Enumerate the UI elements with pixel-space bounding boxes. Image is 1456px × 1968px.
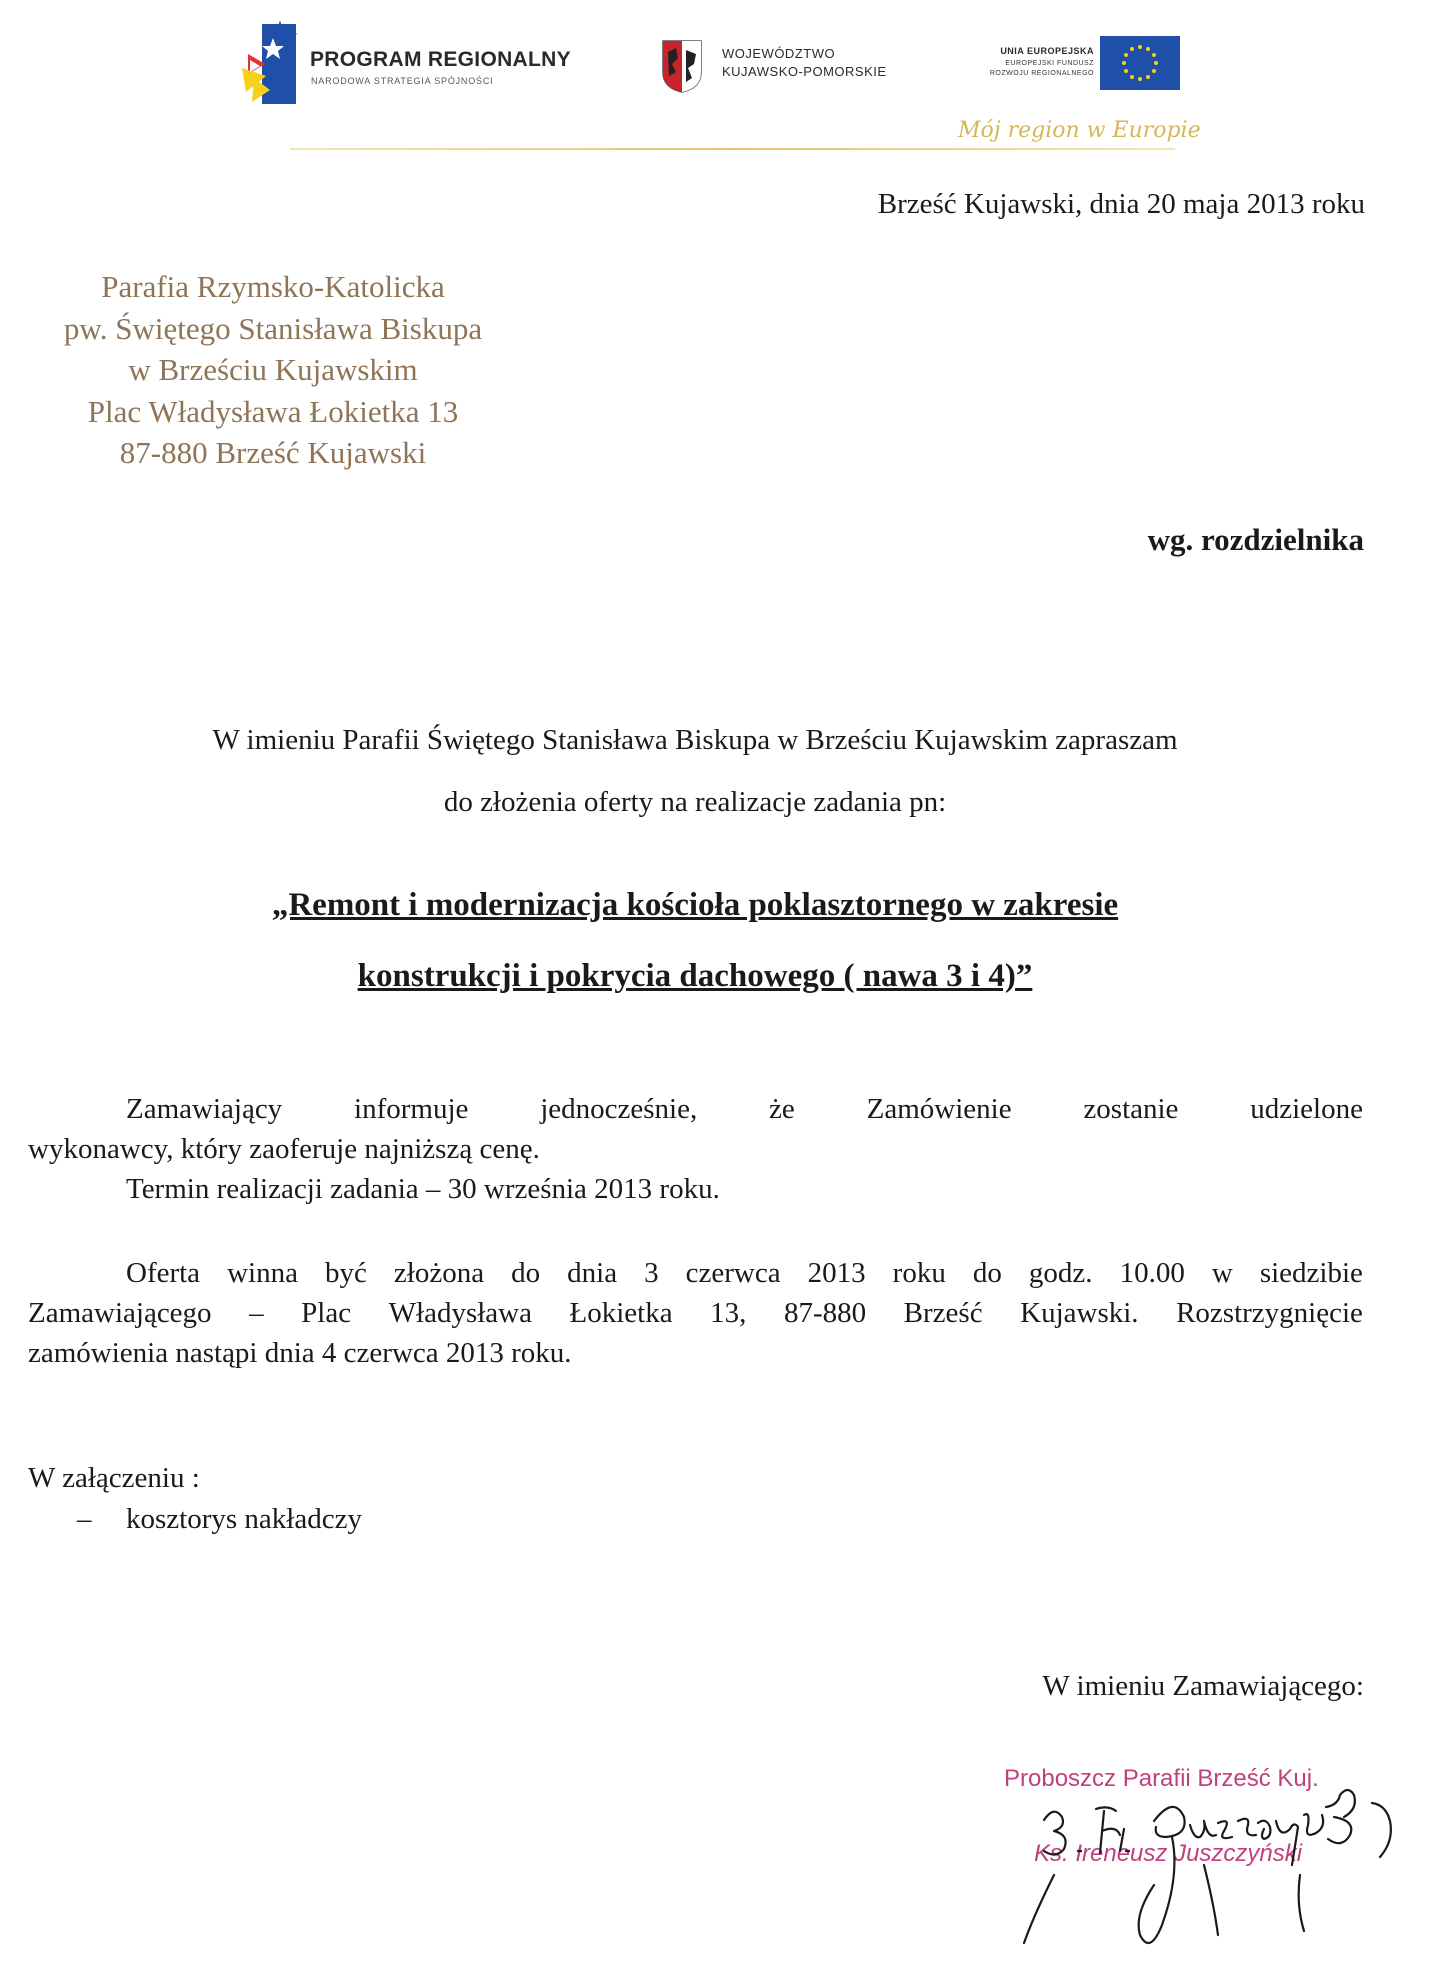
voivodeship-name-line1: WOJEWÓDZTWO [722,46,836,61]
invitation-line-2: do złożenia oferty na realizacje zadania pn: [443,786,947,818]
word: dnia [567,1257,618,1289]
word: Władysława [388,1297,532,1329]
attachment-item [77,1503,362,1536]
voivodeship-logo [660,38,920,98]
word: 13, [710,1297,747,1329]
word: Oferta [126,1257,201,1289]
word: 10.00 [1119,1257,1185,1289]
word: do [972,1257,1002,1289]
attachment-text: kosztorys nakładczy [126,1503,362,1535]
word: Rozstrzygnięcie [1176,1297,1363,1329]
task-title-line-2: konstrukcji i pokrycia dachowego ( nawa 3 i 4)” [357,958,1033,994]
word: 3 [644,1257,659,1289]
word: czerwca [685,1257,781,1289]
word: 87-880 [783,1297,867,1329]
word: do [511,1257,541,1289]
word: Kujawski. [1020,1297,1139,1329]
recipient: wg. rozdzielnika [1147,522,1364,557]
word: Plac [301,1297,352,1329]
word: siedzibie [1259,1257,1363,1289]
word: informuje [354,1093,469,1125]
word: Zamówienie [866,1093,1012,1125]
invitation-line-1: W imieniu Parafii Świętego Stanisława Biskupa w Brześciu Kujawskim zapraszam [212,724,1178,756]
word: złożona [393,1257,485,1289]
sender-address [28,266,518,474]
sender-line: Plac Władysława Łokietka 13 [87,393,459,429]
paragraph-2-line-3: zamówienia nastąpi dnia 4 czerwca 2013 roku. [28,1337,572,1369]
word: że [769,1093,795,1125]
tagline: Mój region w Europie [958,118,1201,143]
handwritten-signature [1004,1765,1424,1965]
attachment-bullet: – [77,1503,92,1535]
paragraph-1-line-2: wykonawcy, który zaoferuje najniższą cenę. [28,1133,540,1165]
eu-title: UNIA EUROPEJSKA [1000,46,1094,56]
word: być [325,1257,367,1289]
signoff-label: W imieniu Zamawiającego: [1042,1670,1364,1702]
word: w [1211,1257,1233,1289]
program-regionalny-logo [240,20,580,110]
eu-fund-line2: ROZWOJU REGIONALNEGO [989,70,1094,77]
program-regionalny-subtitle: NARODOWA STRATEGIA SPÓJNOŚCI [311,76,494,86]
sender-line: w Brześciu Kujawskim [128,352,418,387]
word: Zamawiający [126,1093,283,1125]
paragraph-2-line-2 [28,1297,1363,1330]
eu-fund-line1: EUROPEJSKI FUNDUSZ [1005,60,1094,67]
program-regionalny-emblem-icon [240,20,302,106]
word: zostanie [1083,1093,1179,1125]
word: 2013 [807,1257,866,1289]
word: godz. [1028,1257,1093,1289]
deadline-line: Termin realizacji zadania – 30 września 2013 roku. [126,1173,720,1205]
voivodeship-coat-of-arms-icon [660,38,704,94]
word: Łokietka [569,1297,673,1329]
stamp-name: Ks. Ireneusz Juszczyński [1034,1840,1303,1867]
sender-line: Parafia Rzymsko-Katolicka [101,269,445,304]
paragraph-1-line-1 [126,1093,1363,1126]
sender-line: pw. Świętego Stanisława Biskupa [63,310,483,346]
sender-line: 87-880 Brześć Kujawski [119,435,427,470]
program-regionalny-title: PROGRAM REGIONALNY [310,48,571,71]
word: Brześć [903,1297,983,1329]
stamp-title: Proboszcz Parafii Brześć Kuj. [1004,1765,1319,1792]
word: jednocześnie, [540,1093,698,1125]
letter-date: Brześć Kujawski, dnia 20 maja 2013 roku [877,188,1365,220]
task-title-line-1: „Remont i modernizacja kościoła poklasztornego w zakresie [271,887,1119,923]
word: Zamawiającego [28,1297,212,1329]
word: udzielone [1250,1093,1363,1125]
eu-logo [950,36,1180,96]
word: – [249,1297,264,1329]
attachments-label: W załączeniu : [28,1462,200,1494]
word: roku [892,1257,946,1289]
official-stamp [1004,1765,1384,1965]
word: winna [227,1257,298,1289]
paragraph-2-line-1 [126,1257,1363,1290]
header-divider [290,148,1175,150]
voivodeship-name-line2: KUJAWSKO-POMORSKIE [722,64,887,79]
eu-flag-icon [1100,36,1180,90]
